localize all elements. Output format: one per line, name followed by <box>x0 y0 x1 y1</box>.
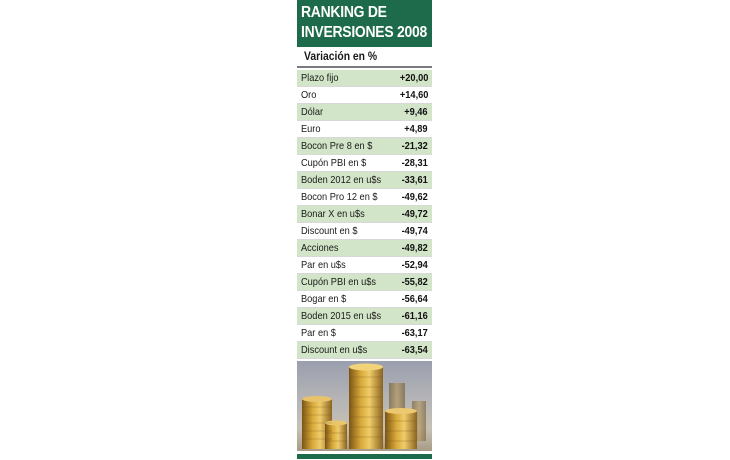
row-value: -52,94 <box>401 259 428 271</box>
table-row <box>297 223 432 240</box>
table-row <box>297 138 432 155</box>
title-header <box>297 0 432 47</box>
row-label: Discount en $ <box>301 225 358 237</box>
row-label: Cupón PBI en $ <box>301 157 367 169</box>
row-value: -61,16 <box>401 310 428 322</box>
table-row <box>297 240 432 257</box>
row-label: Bocon Pro 12 en $ <box>301 191 378 203</box>
row-label: Discount en u$s <box>301 344 368 356</box>
row-value: -49,74 <box>401 225 428 237</box>
row-value: -33,61 <box>401 174 428 186</box>
table-row <box>297 291 432 308</box>
row-label: Acciones <box>301 242 339 254</box>
row-label: Boden 2012 en u$s <box>301 174 382 186</box>
table-row <box>297 87 432 104</box>
table-row <box>297 189 432 206</box>
row-label: Plazo fijo <box>301 72 339 84</box>
row-label: Euro <box>301 123 321 135</box>
row-value: +9,46 <box>404 106 428 118</box>
ranking-panel <box>297 0 432 460</box>
row-value: -49,72 <box>401 208 428 220</box>
row-value: -63,17 <box>401 327 428 339</box>
row-value: +14,60 <box>399 89 428 101</box>
table-row <box>297 274 432 291</box>
row-value: -63,54 <box>401 344 428 356</box>
subtitle-divider <box>297 66 432 68</box>
footer-bar <box>297 454 432 459</box>
table-row <box>297 325 432 342</box>
title-line-2: INVERSIONES 2008 <box>301 24 427 41</box>
row-label: Cupón PBI en u$s <box>301 276 377 288</box>
row-label: Par en u$s <box>301 259 346 271</box>
table-row <box>297 342 432 359</box>
table-row <box>297 155 432 172</box>
table-row <box>297 257 432 274</box>
row-value: -28,31 <box>401 157 428 169</box>
row-value: -49,62 <box>401 191 428 203</box>
row-label: Bogar en $ <box>301 293 347 305</box>
row-label: Boden 2015 en u$s <box>301 310 382 322</box>
row-value: -49,82 <box>401 242 428 254</box>
row-label: Bonar X en u$s <box>301 208 365 220</box>
subtitle-bar <box>297 47 432 68</box>
subtitle-text: Variación en % <box>304 51 378 63</box>
table-row <box>297 206 432 223</box>
row-label: Par en $ <box>301 327 336 339</box>
row-label: Oro <box>301 89 317 101</box>
coin-stacks-photo <box>297 361 432 451</box>
title-line-1: RANKING DE <box>301 4 387 21</box>
table-row <box>297 121 432 138</box>
row-value: -56,64 <box>401 293 428 305</box>
coin-stacks-icon <box>297 361 432 451</box>
row-value: -55,82 <box>401 276 428 288</box>
ranking-table <box>297 70 432 359</box>
table-row <box>297 172 432 189</box>
table-row <box>297 104 432 121</box>
row-label: Bocon Pre 8 en $ <box>301 140 373 152</box>
row-value: +20,00 <box>399 72 428 84</box>
table-row <box>297 308 432 325</box>
row-label: Dólar <box>301 106 324 118</box>
row-value: -21,32 <box>401 140 428 152</box>
row-value: +4,89 <box>404 123 428 135</box>
table-row <box>297 70 432 87</box>
